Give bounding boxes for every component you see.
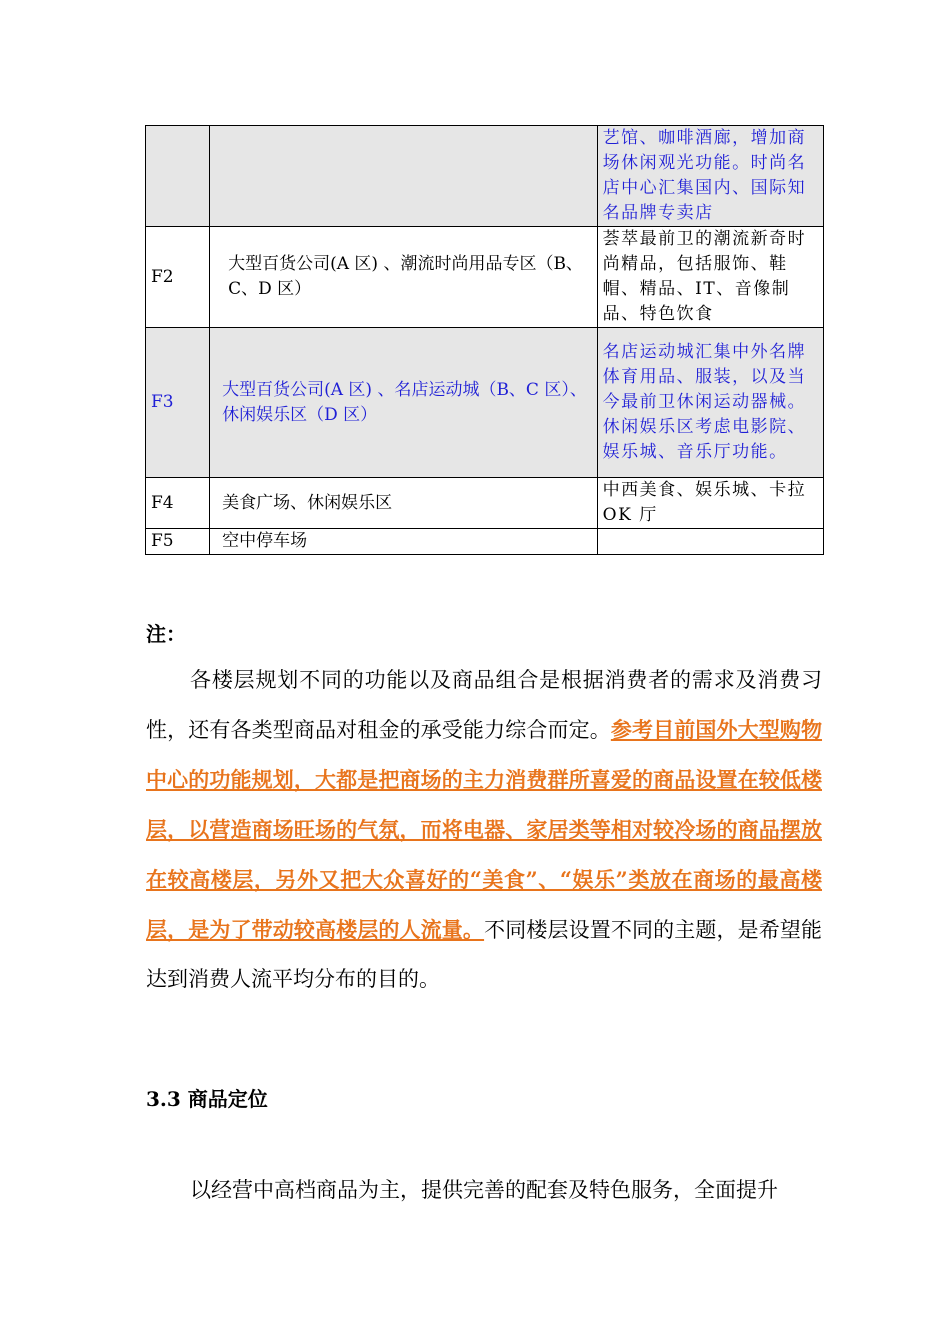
floor-cell: F3 — [146, 328, 210, 478]
table-row — [146, 126, 824, 227]
floor-cell: F4 — [146, 478, 210, 529]
floor-cell — [146, 126, 210, 227]
floor-cell: F5 — [146, 529, 210, 555]
table-row — [146, 328, 824, 478]
note-heading: 注： — [146, 622, 186, 646]
note-highlight: 参考目前国外大型购物中心的功能规划，大都是把商场的主力消费群所喜爱的商品设置在较低楼层，以营造商场旺场的气氛，而将电器、家居类等相对较冷场的商品摆放在较高楼层，另外又把大众喜好的“美食”、“娱乐”类放在商场的最高楼层，是为了带动较高楼层的人流量。 — [146, 717, 823, 942]
function-cell: 大型百货公司(A 区) 、名店运动城（B、C 区）、休闲娱乐区（D 区） — [210, 328, 598, 478]
table-row — [146, 227, 824, 328]
function-cell — [210, 126, 598, 227]
floor-plan-table — [145, 125, 824, 555]
function-cell: 大型百货公司(A 区) 、潮流时尚用品专区（B、C、D 区） — [210, 227, 598, 328]
table-row — [146, 529, 824, 555]
note-text-start: 各楼层规划不同的功能以及商品组合是根据消费者的需求及消费习性，还有各类型商品对租金的承受能力综合而定。 — [146, 668, 822, 742]
floor-cell: F2 — [146, 227, 210, 328]
note-text-end: 不同楼层设置不同的主题，是希望能达到消费人流平均分布的目的。 — [146, 918, 823, 991]
section-heading: 3.3 商品定位 — [146, 1087, 268, 1111]
description-cell — [597, 529, 823, 555]
section-paragraph: 以经营中高档商品为主，提供完善的配套及特色服务，全面提升 — [190, 1178, 778, 1202]
description-cell: 名店运动城汇集中外名牌体育用品、服装，以及当今最前卫休闲运动器械。休闲娱乐区考虑电影院、娱乐城、音乐厅功能。 — [597, 328, 823, 478]
description-cell: 荟萃最前卫的潮流新奇时尚精品，包括服饰、鞋帽、精品、IT、音像制品、特色饮食 — [597, 227, 823, 328]
description-cell: 艺馆、咖啡酒廊，增加商场休闲观光功能。时尚名店中心汇集国内、国际知名品牌专卖店 — [597, 126, 823, 227]
description-cell: 中西美食、娱乐城、卡拉 OK 厅 — [597, 478, 823, 529]
note-paragraph — [146, 656, 822, 1004]
function-cell: 美食广场、休闲娱乐区 — [210, 478, 598, 529]
function-cell: 空中停车场 — [210, 529, 598, 555]
table-row — [146, 478, 824, 529]
